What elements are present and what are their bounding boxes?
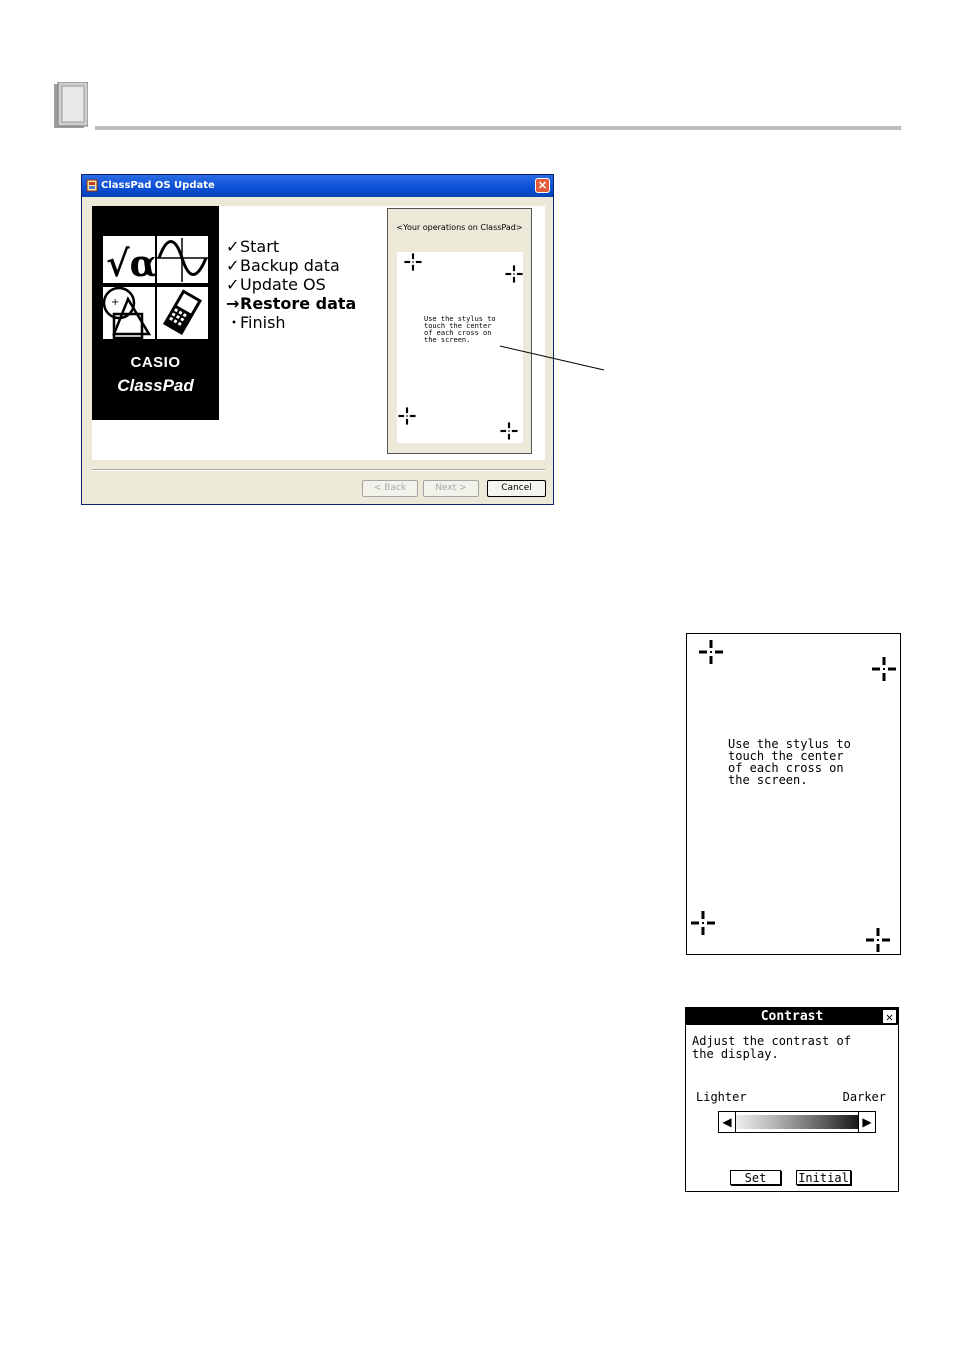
- message-line: of each cross on: [728, 761, 844, 775]
- step-mark: ✓: [226, 256, 240, 275]
- message-line: of each cross on: [424, 329, 492, 337]
- casio-brand: CASIO: [130, 354, 181, 371]
- close-button[interactable]: ✕: [535, 178, 550, 193]
- arrow-right-icon[interactable]: ▶: [858, 1112, 875, 1132]
- step-label: Restore data: [240, 294, 357, 313]
- crosshair-icon[interactable]: [689, 909, 717, 937]
- description-line: the display.: [692, 1047, 779, 1061]
- next-button[interactable]: Next >: [423, 480, 479, 497]
- close-icon[interactable]: ✕: [883, 1010, 896, 1023]
- message-line: the screen.: [424, 336, 471, 344]
- contrast-title: Contrast: [760, 1009, 824, 1024]
- step-label: Finish: [240, 313, 286, 332]
- svg-text:√α: √α: [106, 243, 158, 285]
- darker-label: Darker: [842, 1090, 886, 1104]
- message-line: the screen.: [728, 773, 808, 787]
- step-mark: ✓: [226, 275, 240, 294]
- calibration-screen: [686, 633, 901, 955]
- calibration-message: [728, 738, 851, 786]
- contrast-title-bar: [686, 1008, 898, 1025]
- contrast-gradient-track[interactable]: [736, 1115, 858, 1129]
- window-title: ClassPad OS Update: [101, 180, 215, 191]
- step-label: Backup data: [240, 256, 340, 275]
- step-mark: ✓: [226, 237, 240, 256]
- operations-caption: <Your operations on ClassPad>: [396, 223, 523, 232]
- contrast-dialog: [685, 1007, 899, 1192]
- lighter-label: Lighter: [696, 1090, 747, 1104]
- contrast-slider[interactable]: [718, 1111, 876, 1133]
- set-button[interactable]: Set: [730, 1170, 781, 1185]
- initial-button[interactable]: Initial: [796, 1170, 851, 1185]
- contrast-description: [692, 1035, 851, 1061]
- step-label: Start: [240, 237, 280, 256]
- step-mark: →: [226, 294, 240, 313]
- classpad-product-name: ClassPad: [117, 376, 194, 395]
- message-line: touch the center: [424, 322, 492, 330]
- cancel-button[interactable]: Cancel: [487, 480, 546, 497]
- crosshair-icon[interactable]: [870, 655, 898, 683]
- crosshair-icon[interactable]: [864, 926, 892, 954]
- crosshair-icon[interactable]: [697, 638, 725, 666]
- message-line: Use the stylus to: [728, 737, 851, 751]
- step-mark: ・: [226, 313, 243, 332]
- description-line: Adjust the contrast of: [692, 1034, 851, 1048]
- back-button[interactable]: < Back: [362, 480, 418, 497]
- message-line: Use the stylus to: [424, 315, 496, 323]
- message-line: touch the center: [728, 749, 844, 763]
- step-label: Update OS: [240, 275, 326, 294]
- svg-text:+: +: [111, 297, 120, 308]
- arrow-left-icon[interactable]: ◀: [719, 1112, 736, 1132]
